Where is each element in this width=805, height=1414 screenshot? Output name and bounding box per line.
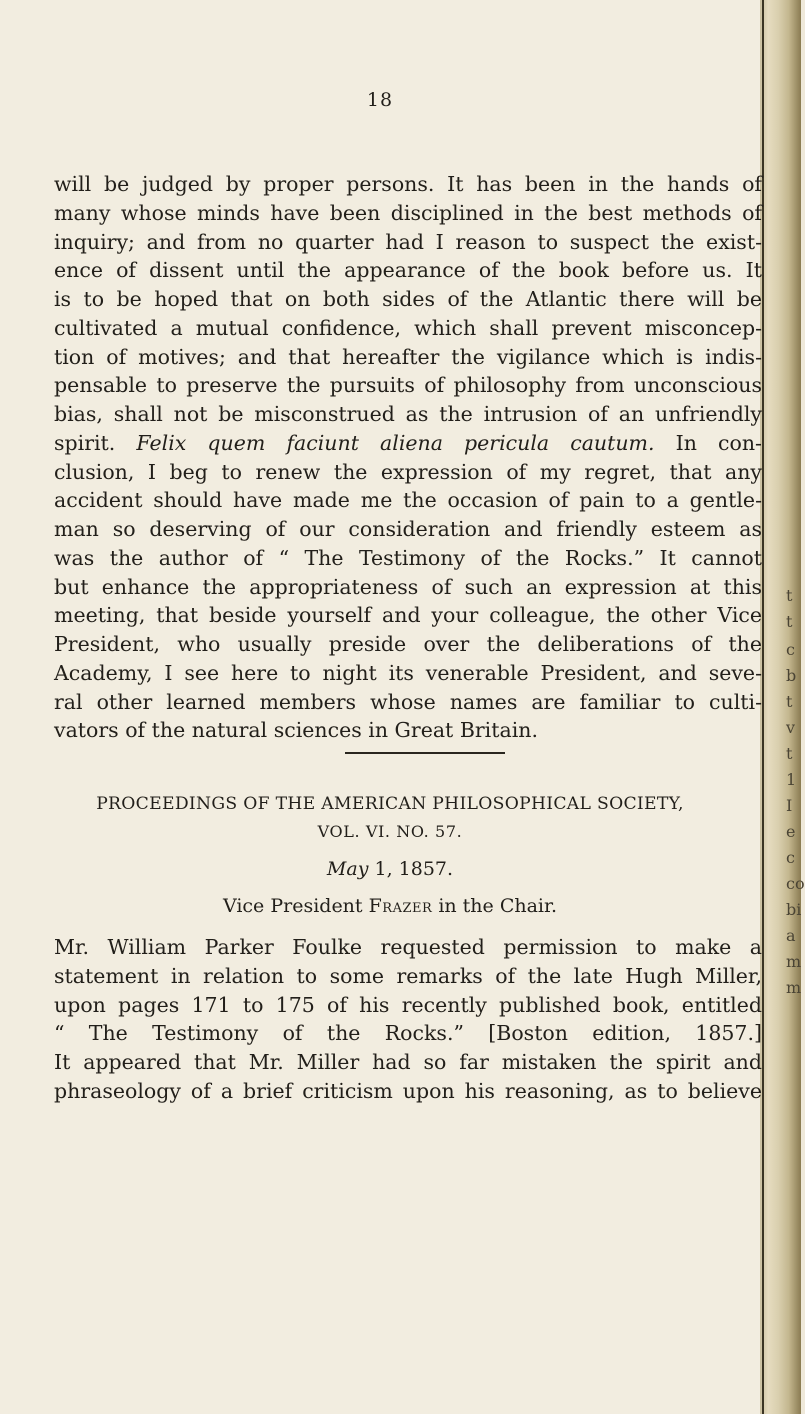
paragraph-1 bbox=[54, 170, 762, 745]
text-line: statement in relation to some remarks of the late Hugh Miller, bbox=[54, 963, 762, 988]
page-edge-line bbox=[762, 0, 764, 1414]
text-line: phraseology of a brief criticism upon his reasoning, as to believe bbox=[54, 1078, 762, 1103]
volume-number: VOL. VI. NO. 57. bbox=[317, 822, 463, 841]
text-line: accident should have made me the occasion of pain to a gentle- bbox=[54, 488, 762, 513]
page-number: 18 bbox=[366, 89, 394, 111]
edge-fragment: t bbox=[786, 744, 793, 763]
edge-fragment: c bbox=[786, 640, 795, 659]
edge-fragment: t bbox=[786, 612, 793, 631]
text-line: Mr. William Parker Foulke requested permission to make a bbox=[54, 935, 762, 959]
chair-line bbox=[0, 895, 780, 917]
meeting-date bbox=[0, 858, 780, 880]
edge-fragment: v bbox=[786, 718, 796, 737]
text-line: cultivated a mutual confidence, which shall prevent misconcep- bbox=[54, 315, 762, 340]
date-month: May bbox=[326, 858, 369, 880]
text-line: is to be hoped that on both sides of the Atlantic there will be bbox=[54, 287, 762, 311]
text-line: upon pages 171 to 175 of his recently published book, entitled bbox=[54, 992, 762, 1017]
chair-before: Vice President bbox=[222, 895, 369, 917]
edge-fragment: I bbox=[786, 796, 793, 815]
edge-fragment: m bbox=[786, 952, 802, 971]
edge-fragment: b bbox=[786, 666, 797, 685]
latin-quote: Felix quem faciunt aliena pericula cautum. bbox=[136, 430, 655, 455]
text-line: meeting, that beside yourself and your colleague, the other Vice bbox=[54, 603, 762, 628]
chair-name: Frazer bbox=[368, 895, 433, 917]
text-line: but enhance the appropriateness of such an expression at this bbox=[54, 574, 762, 599]
paragraph-2 bbox=[54, 933, 762, 1106]
text-line: It appeared that Mr. Miller had so far mistaken the spirit and bbox=[54, 1050, 762, 1074]
proceedings-title: PROCEEDINGS OF THE AMERICAN PHILOSOPHICAL SOCIETY, bbox=[96, 794, 684, 814]
chair-after: in the Chair. bbox=[432, 895, 558, 917]
text-line: was the author of “ The Testimony of the Rocks.” It cannot bbox=[54, 545, 762, 570]
text-line: many whose minds have been disciplined in the best methods of bbox=[54, 200, 762, 225]
text-line: ral other learned members whose names are familiar to culti- bbox=[54, 689, 762, 714]
section-divider bbox=[345, 752, 505, 754]
date-rest: 1, 1857. bbox=[368, 858, 454, 880]
text-line: vators of the natural sciences in Great Britain. bbox=[54, 718, 538, 743]
text-line: bias, shall not be misconstrued as the intrusion of an unfriendly bbox=[54, 402, 762, 426]
edge-fragment: co bbox=[786, 874, 805, 893]
text-line: Academy, I see here to night its venerable President, and seve- bbox=[54, 660, 762, 685]
text-line: President, who usually preside over the deliberations of the bbox=[54, 632, 762, 656]
edge-fragment: t bbox=[786, 692, 793, 711]
edge-fragment: e bbox=[786, 822, 796, 841]
text-line-latin-quote bbox=[54, 429, 762, 458]
edge-fragment: t bbox=[786, 586, 793, 605]
text-line: pensable to preserve the pursuits of philosophy from unconscious bbox=[54, 373, 762, 398]
text-line: man so deserving of our consideration and friendly esteem as bbox=[54, 517, 762, 541]
text-line: tion of motives; and that hereafter the vigilance which is indis- bbox=[54, 344, 762, 369]
edge-fragment: a bbox=[786, 926, 796, 945]
text-line: “ The Testimony of the Rocks.” [Boston edition, 1857.] bbox=[54, 1021, 762, 1046]
text-line: clusion, I beg to renew the expression of my regret, that any bbox=[54, 459, 762, 484]
text-line: will be judged by proper persons. It has been in the hands of bbox=[54, 172, 762, 196]
edge-fragment: bi bbox=[786, 900, 802, 919]
text-line: inquiry; and from no quarter had I reason to suspect the exist- bbox=[54, 229, 762, 254]
edge-fragment: c bbox=[786, 848, 795, 867]
text-span: spirit. bbox=[54, 430, 137, 455]
page-edge bbox=[760, 0, 801, 1414]
edge-fragment: m bbox=[786, 978, 802, 997]
edge-fragment: 1 bbox=[786, 770, 797, 789]
text-span: In con- bbox=[654, 430, 762, 455]
text-line: ence of dissent until the appearance of the book before us. It bbox=[54, 258, 762, 283]
